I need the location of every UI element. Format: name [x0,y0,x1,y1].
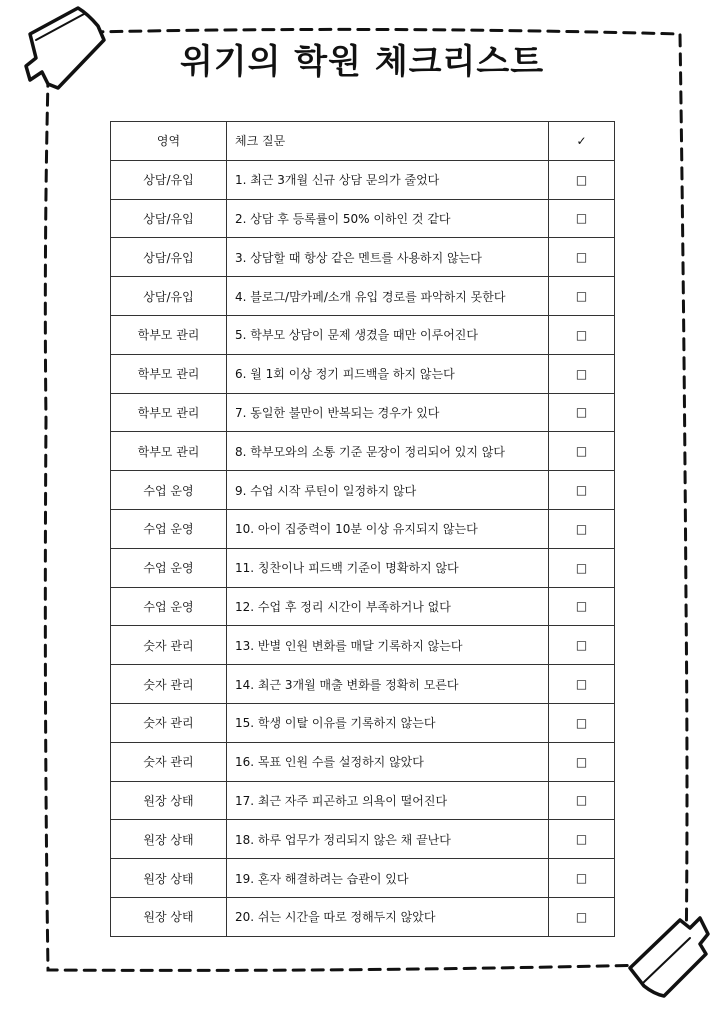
table-row [111,277,615,316]
table-row [111,509,615,548]
row-question: 15. 학생 이탈 이유를 기록하지 않는다 [227,703,549,742]
row-question: 13. 반별 인원 변화를 매달 기록하지 않는다 [227,626,549,665]
row-question: 2. 상담 후 등록률이 50% 이하인 것 같다 [227,199,549,238]
row-question: 17. 최근 자주 피곤하고 의욕이 떨어진다 [227,781,549,820]
tape-bottom-right [630,918,708,996]
row-area: 학부모 관리 [111,393,227,432]
row-checkbox[interactable]: □ [549,315,615,354]
row-question: 1. 최근 3개월 신규 상담 문의가 줄었다 [227,160,549,199]
header-area: 영역 [111,122,227,161]
table-row [111,742,615,781]
row-question: 8. 학부모와의 소통 기준 문장이 정리되어 있지 않다 [227,432,549,471]
row-checkbox[interactable]: □ [549,238,615,277]
table-row [111,626,615,665]
row-area: 수업 운영 [111,548,227,587]
row-area: 원장 상태 [111,897,227,936]
row-checkbox[interactable]: □ [549,587,615,626]
table-row [111,354,615,393]
row-question: 10. 아이 집중력이 10분 이상 유지되지 않는다 [227,509,549,548]
row-area: 학부모 관리 [111,354,227,393]
row-checkbox[interactable]: □ [549,354,615,393]
table-header-row [111,122,615,161]
row-checkbox[interactable]: □ [549,160,615,199]
table-row [111,238,615,277]
table-row [111,471,615,510]
row-area: 상담/유입 [111,238,227,277]
row-checkbox[interactable]: □ [549,509,615,548]
checklist-rows [111,160,615,936]
row-question: 14. 최근 3개월 매출 변화를 정확히 모른다 [227,665,549,704]
page-title: 위기의 학원 체크리스트 [179,42,545,82]
row-checkbox[interactable]: □ [549,432,615,471]
table-row [111,160,615,199]
table-row [111,548,615,587]
row-checkbox[interactable]: □ [549,897,615,936]
row-question: 3. 상담할 때 항상 같은 멘트를 사용하지 않는다 [227,238,549,277]
row-area: 원장 상태 [111,820,227,859]
table-row [111,587,615,626]
row-question: 4. 블로그/맘카페/소개 유입 경로를 파악하지 못한다 [227,277,549,316]
row-checkbox[interactable]: □ [549,471,615,510]
row-checkbox[interactable]: □ [549,703,615,742]
table-row [111,897,615,936]
row-area: 수업 운영 [111,587,227,626]
row-area: 학부모 관리 [111,315,227,354]
header-question: 체크 질문 [227,122,549,161]
row-area: 상담/유입 [111,160,227,199]
row-question: 16. 목표 인원 수를 설정하지 않았다 [227,742,549,781]
row-checkbox[interactable]: □ [549,742,615,781]
row-question: 5. 학부모 상담이 문제 생겼을 때만 이루어진다 [227,315,549,354]
row-question: 18. 하루 업무가 정리되지 않은 채 끝난다 [227,820,549,859]
row-area: 원장 상태 [111,781,227,820]
row-question: 9. 수업 시작 루틴이 일정하지 않다 [227,471,549,510]
row-question: 11. 칭찬이나 피드백 기준이 명확하지 않다 [227,548,549,587]
table-row [111,199,615,238]
row-checkbox[interactable]: □ [549,859,615,898]
row-question: 19. 혼자 해결하려는 습관이 있다 [227,859,549,898]
row-question: 7. 동일한 불만이 반복되는 경우가 있다 [227,393,549,432]
table-row [111,665,615,704]
row-area: 학부모 관리 [111,432,227,471]
table-row [111,315,615,354]
row-area: 숫자 관리 [111,665,227,704]
table-row [111,432,615,471]
row-question: 12. 수업 후 정리 시간이 부족하거나 없다 [227,587,549,626]
row-question: 6. 월 1회 이상 정기 피드백을 하지 않는다 [227,354,549,393]
row-area: 숫자 관리 [111,703,227,742]
row-area: 상담/유입 [111,277,227,316]
table-row [111,859,615,898]
row-question: 20. 쉬는 시간을 따로 정해두지 않았다 [227,897,549,936]
checklist-table [110,121,615,937]
row-checkbox[interactable]: □ [549,820,615,859]
row-checkbox[interactable]: □ [549,626,615,665]
row-checkbox[interactable]: □ [549,199,615,238]
table-row [111,393,615,432]
row-area: 숫자 관리 [111,742,227,781]
header-check: ✓ [549,122,615,161]
row-area: 수업 운영 [111,509,227,548]
table-row [111,781,615,820]
row-area: 원장 상태 [111,859,227,898]
row-checkbox[interactable]: □ [549,781,615,820]
row-area: 수업 운영 [111,471,227,510]
row-checkbox[interactable]: □ [549,548,615,587]
row-area: 숫자 관리 [111,626,227,665]
row-area: 상담/유입 [111,199,227,238]
row-checkbox[interactable]: □ [549,277,615,316]
row-checkbox[interactable]: □ [549,665,615,704]
table-row [111,820,615,859]
table-row [111,703,615,742]
row-checkbox[interactable]: □ [549,393,615,432]
